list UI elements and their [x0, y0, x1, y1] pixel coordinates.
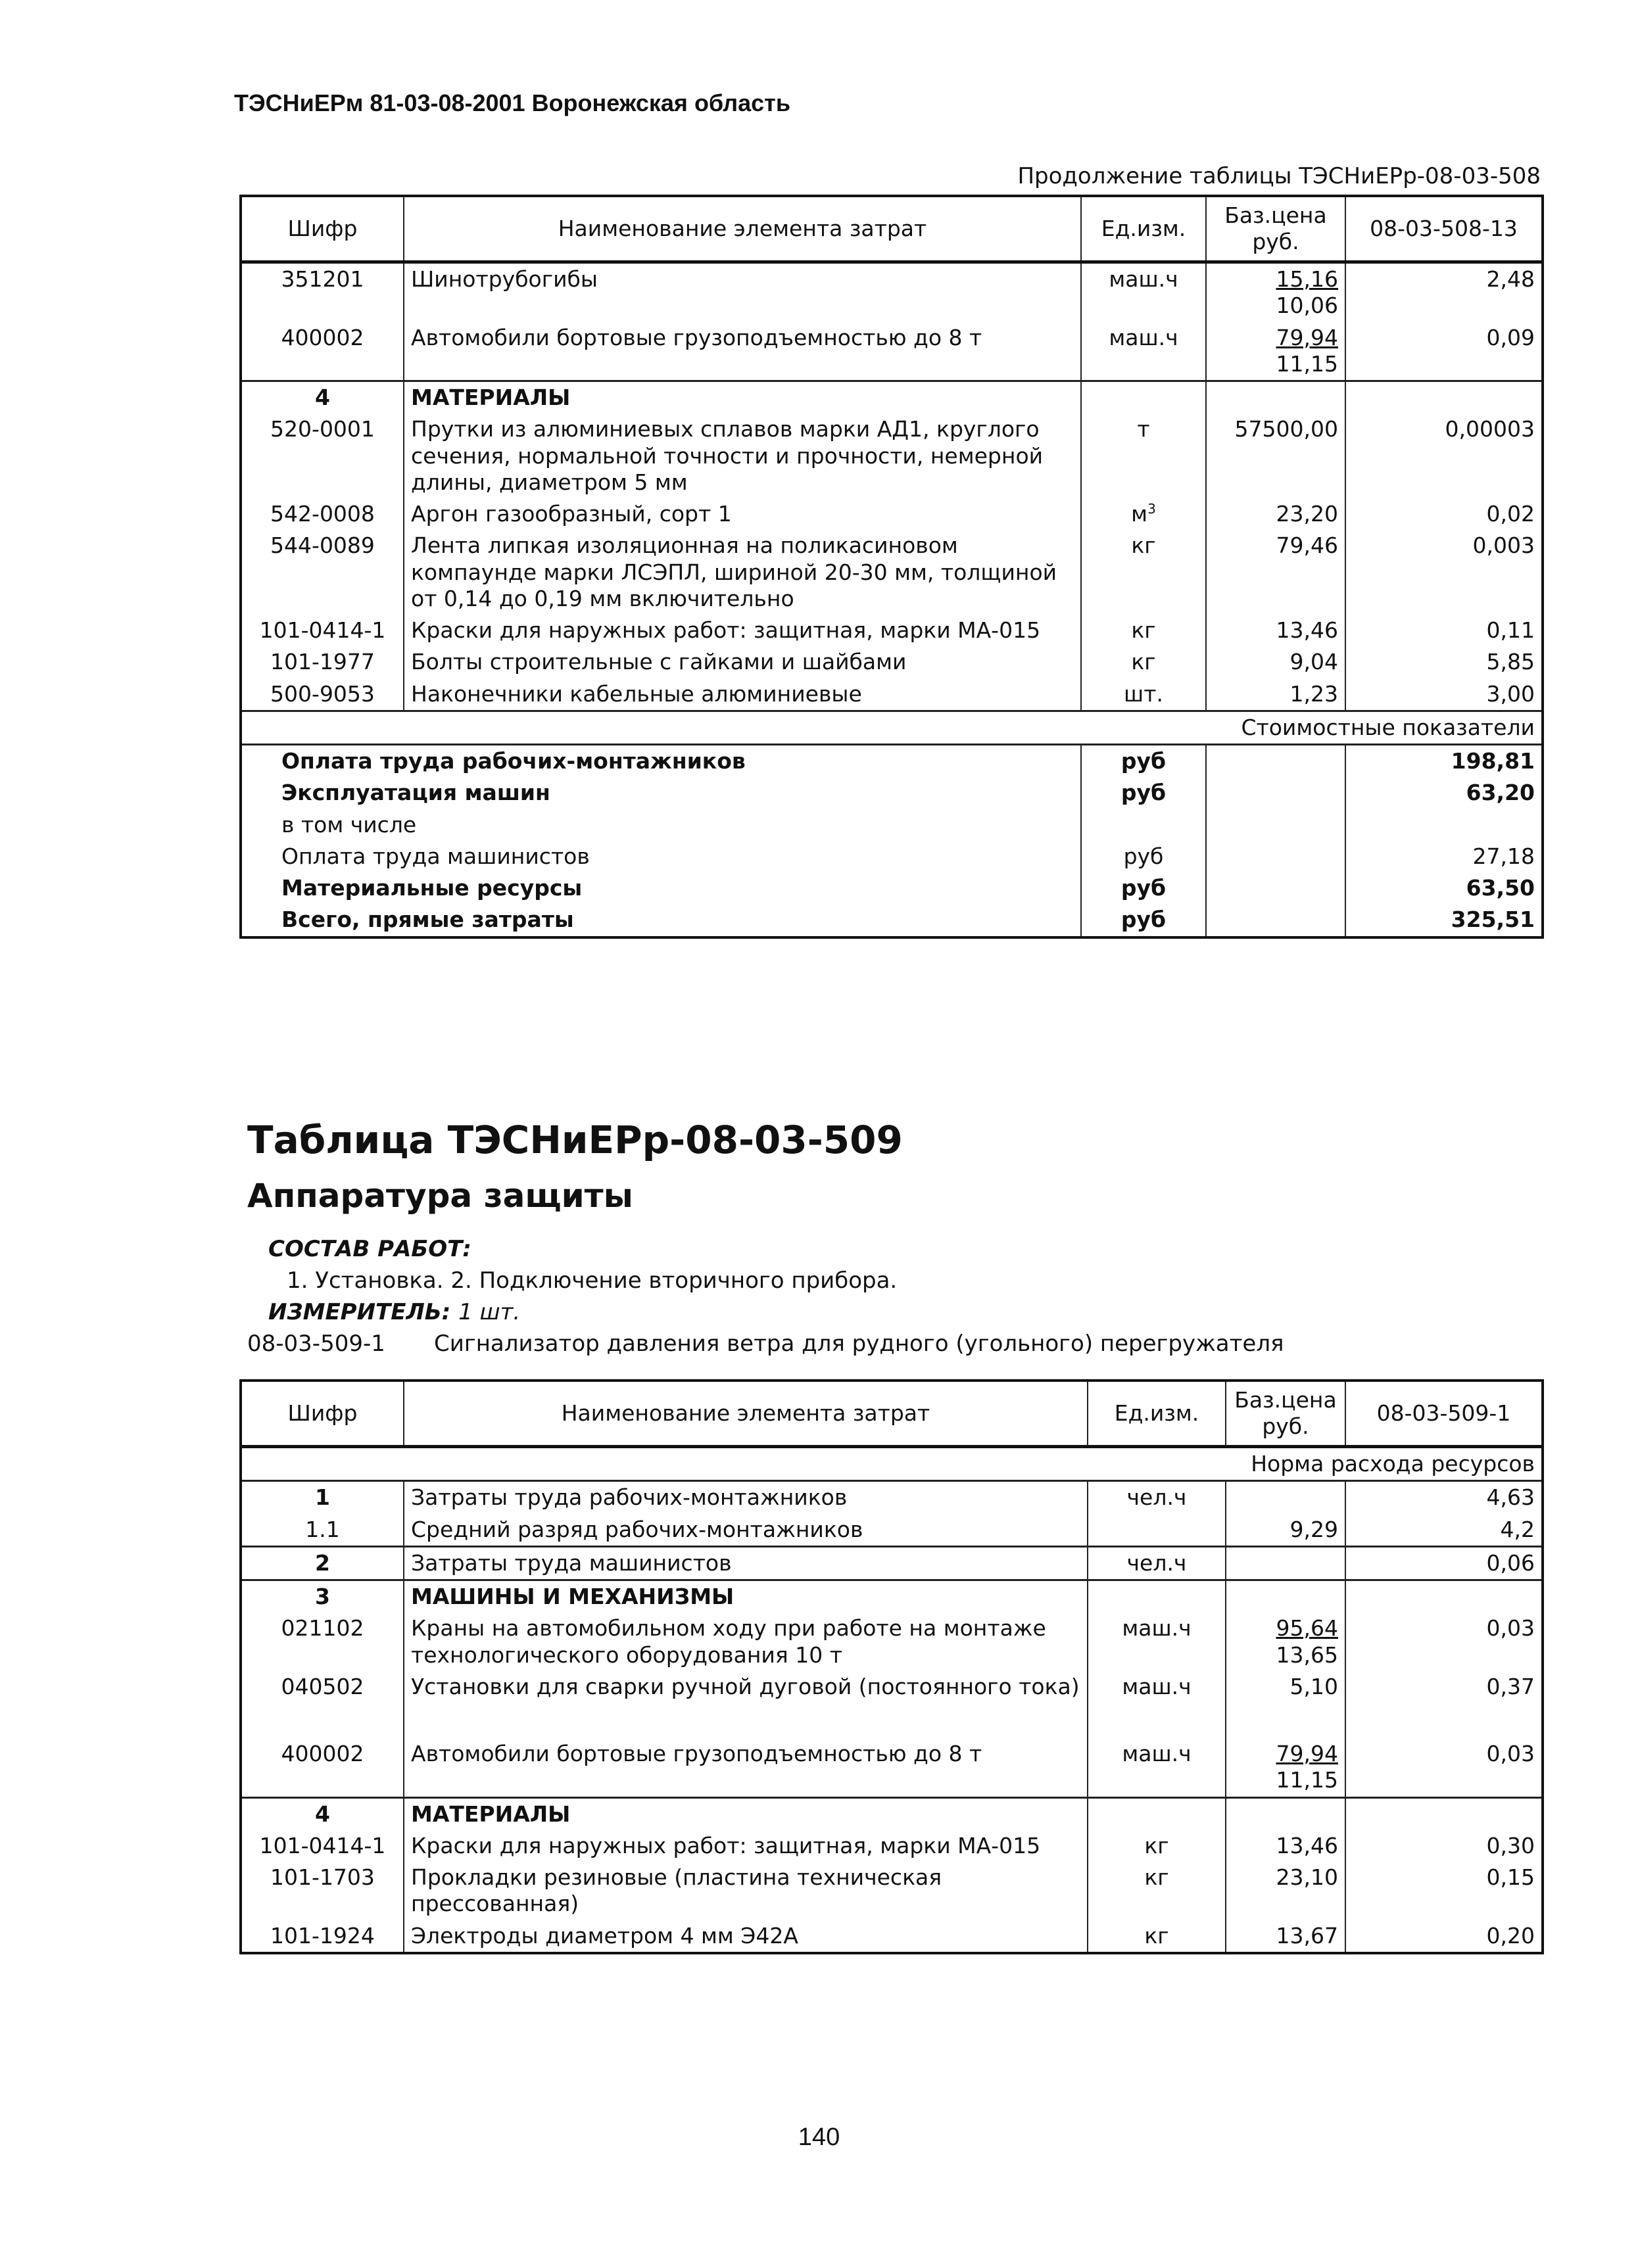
cell-price: 23,20	[1206, 498, 1345, 530]
cell-name: Установки для сварки ручной дуговой (постоянного тока)	[404, 1671, 1088, 1738]
cell-name: Затраты труда рабочих-монтажников	[404, 1481, 1088, 1514]
section-code: 4	[241, 381, 404, 414]
summary-row	[241, 745, 1543, 778]
cell-unit: кг	[1081, 615, 1206, 646]
cell-name: Прокладки резиновые (пластина техническая прессованная)	[404, 1862, 1088, 1920]
table-row	[241, 1671, 1543, 1738]
cell-price: 1,23	[1206, 678, 1345, 711]
section-title: МАШИНЫ И МЕХАНИЗМЫ	[404, 1580, 1088, 1613]
table-row	[241, 1481, 1543, 1514]
cell-name: Средний разряд рабочих-монтажников	[404, 1514, 1088, 1547]
summary-value: 63,50	[1345, 872, 1543, 904]
price-secondary: 10,06	[1276, 293, 1338, 319]
summary-value: 27,18	[1345, 841, 1543, 872]
summary-unit: руб	[1081, 777, 1206, 809]
cell-price: 57500,00	[1206, 413, 1345, 498]
cell-price	[1226, 1546, 1345, 1580]
table-row	[241, 1514, 1543, 1547]
price-secondary: 11,15	[1276, 1767, 1338, 1793]
summary-value: 63,20	[1345, 777, 1543, 809]
cell-value: 0,003	[1345, 530, 1543, 615]
cell-price	[1226, 1613, 1345, 1671]
cost-table-508	[239, 195, 1544, 939]
cell-price: 9,29	[1226, 1514, 1345, 1547]
section-title: МАТЕРИАЛЫ	[404, 1797, 1088, 1830]
summary-name: Оплата труда машинистов	[281, 843, 590, 869]
cell-value: 0,15	[1345, 1862, 1543, 1920]
cell-price: 9,04	[1206, 646, 1345, 678]
price-secondary: 13,65	[1276, 1642, 1338, 1668]
measure-value: 1 шт.	[458, 1299, 521, 1325]
cell-price	[1226, 1481, 1345, 1514]
cell-value: 4,63	[1345, 1481, 1543, 1514]
cell-name: Шинотрубогибы	[404, 262, 1081, 322]
cell-price	[1206, 322, 1345, 381]
summary-name: Оплата труда рабочих-монтажников	[281, 748, 746, 774]
cost-indicators-label: Стоимостные показатели	[241, 711, 1543, 744]
cell-unit: кг	[1088, 1920, 1226, 1953]
table-row	[241, 1738, 1543, 1797]
cell-name: Краски для наружных работ: защитная, марки МА-015	[404, 1830, 1088, 1862]
table-row	[241, 646, 1543, 678]
cell-name: Электроды диаметром 4 мм Э42А	[404, 1920, 1088, 1953]
cell-value: 0,20	[1345, 1920, 1543, 1953]
cell-unit	[1081, 498, 1206, 530]
summary-row	[241, 777, 1543, 809]
cell-value: 0,11	[1345, 615, 1543, 646]
cell-name: Прутки из алюминиевых сплавов марки АД1, круглого сечения, нормальной точности и прочности, немерной длины, диаметром 5 мм	[404, 413, 1081, 498]
section-header-row	[241, 1580, 1543, 1613]
cell-code: 101-1703	[270, 1864, 375, 1890]
item-code: 08-03-509-1	[247, 1331, 385, 1357]
cell-unit: т	[1081, 413, 1206, 498]
cell-unit: маш.ч	[1088, 1613, 1226, 1671]
norm-label-row	[241, 1447, 1543, 1481]
summary-unit: руб	[1081, 872, 1206, 904]
cell-value: 5,85	[1345, 646, 1543, 678]
cell-value: 3,00	[1345, 678, 1543, 711]
cost-indicators-row	[241, 711, 1543, 744]
cell-value: 0,00003	[1345, 413, 1543, 498]
cell-value: 2,48	[1345, 262, 1543, 322]
summary-row	[241, 904, 1543, 937]
item-name: Сигнализатор давления ветра для рудного (угольного) перегружателя	[434, 1331, 1284, 1357]
cell-unit: маш.ч	[1081, 322, 1206, 381]
cell-value: 0,03	[1345, 1738, 1543, 1797]
cell-code: 1	[315, 1484, 330, 1511]
summary-row	[241, 809, 1543, 841]
col-header-code: Шифр	[241, 1381, 404, 1447]
table-row	[241, 413, 1543, 498]
cell-unit	[1088, 1514, 1226, 1547]
cell-value: 0,06	[1345, 1546, 1543, 1580]
table-row	[241, 530, 1543, 615]
cell-price	[1206, 262, 1345, 322]
cell-price	[1226, 1738, 1345, 1797]
summary-unit: руб	[1081, 745, 1206, 778]
col-header-norm: 08-03-508-13	[1345, 196, 1543, 262]
cell-unit: кг	[1088, 1830, 1226, 1862]
cell-unit: маш.ч	[1088, 1738, 1226, 1797]
summary-unit: руб	[1081, 904, 1206, 937]
table-row	[241, 1546, 1543, 1580]
cell-unit: маш.ч	[1081, 262, 1206, 322]
summary-name: Материальные ресурсы	[281, 875, 583, 901]
cell-value: 0,03	[1345, 1613, 1543, 1671]
col-header-code: Шифр	[241, 196, 404, 262]
summary-value: 198,81	[1345, 745, 1543, 778]
summary-name: Всего, прямые затраты	[281, 907, 574, 933]
cell-name: Краски для наружных работ: защитная, марки МА-015	[404, 615, 1081, 646]
cell-name: Автомобили бортовые грузоподъемностью до 8 т	[404, 1738, 1088, 1797]
table-row	[241, 498, 1543, 530]
cell-code: 544-0089	[270, 532, 375, 559]
cell-name: Затраты труда машинистов	[404, 1546, 1088, 1580]
norm-label: Норма расхода ресурсов	[241, 1447, 1543, 1481]
cell-code: 1.1	[305, 1516, 340, 1542]
continuation-note: Продолжение таблицы ТЭСНиЕРр-08-03-508	[1017, 163, 1541, 189]
cell-name: Наконечники кабельные алюминиевые	[404, 678, 1081, 711]
cell-code: 021102	[281, 1615, 364, 1642]
summary-value	[1345, 809, 1543, 841]
cell-value: 0,02	[1345, 498, 1543, 530]
section-title: МАТЕРИАЛЫ	[404, 381, 1081, 414]
price-main: 79,94	[1276, 1741, 1338, 1766]
price-main: 15,16	[1276, 266, 1338, 292]
cell-price: 23,10	[1226, 1862, 1345, 1920]
cell-name: Лента липкая изоляционная на поликасиновом компаунде марки ЛСЭПЛ, шириной 20-30 мм, толщиной от 0,14 до 0,19 мм включительно	[404, 530, 1081, 615]
cell-name: Автомобили бортовые грузоподъемностью до 8 т	[404, 322, 1081, 381]
col-header-name: Наименование элемента затрат	[404, 1381, 1088, 1447]
unit-superscript: 3	[1147, 501, 1156, 517]
section-code: 3	[241, 1580, 404, 1613]
measure-label: ИЗМЕРИТЕЛЬ:	[268, 1299, 451, 1325]
cell-name: Аргон газообразный, сорт 1	[404, 498, 1081, 530]
cell-code: 101-1977	[270, 649, 375, 675]
cell-value: 0,09	[1345, 322, 1543, 381]
cell-code: 520-0001	[270, 416, 375, 442]
cell-price: 5,10	[1226, 1671, 1345, 1738]
cell-unit: кг	[1088, 1862, 1226, 1920]
price-main: 79,94	[1276, 324, 1338, 350]
table-header-row	[241, 196, 1543, 262]
cell-value: 0,37	[1345, 1671, 1543, 1738]
cell-price: 13,46	[1226, 1830, 1345, 1862]
table-row	[241, 1613, 1543, 1671]
document-header: ТЭСНиЕРм 81-03-08-2001 Воронежская область	[234, 89, 790, 116]
price-secondary: 11,15	[1276, 350, 1338, 377]
cell-code: 400002	[281, 1741, 364, 1766]
col-header-price: Баз.цена руб.	[1206, 196, 1345, 262]
col-header-name: Наименование элемента затрат	[404, 196, 1081, 262]
measure-line	[268, 1299, 520, 1325]
price-main: 95,64	[1276, 1615, 1338, 1642]
section-header-row	[241, 1797, 1543, 1830]
works-text: 1. Установка. 2. Подключение вторичного прибора.	[287, 1267, 898, 1294]
summary-row	[241, 841, 1543, 872]
cell-code: 040502	[281, 1673, 364, 1699]
cell-value: 0,30	[1345, 1830, 1543, 1862]
col-header-norm: 08-03-509-1	[1345, 1381, 1543, 1447]
section-header-row	[241, 381, 1543, 414]
table-title: Таблица ТЭСНиЕРр-08-03-509	[247, 1118, 903, 1162]
col-header-price: Баз.цена руб.	[1226, 1381, 1345, 1447]
cell-code: 101-0414-1	[259, 617, 386, 643]
cell-unit: кг	[1081, 646, 1206, 678]
cell-code: 500-9053	[270, 680, 375, 707]
cell-unit: чел.ч	[1088, 1546, 1226, 1580]
summary-unit: руб	[1081, 841, 1206, 872]
cell-name: Болты строительные с гайками и шайбами	[404, 646, 1081, 678]
cell-code: 351201	[281, 266, 364, 292]
cell-price: 79,46	[1206, 530, 1345, 615]
table-row	[241, 262, 1543, 322]
table-subtitle: Аппаратура защиты	[247, 1177, 633, 1215]
cell-price: 13,67	[1226, 1920, 1345, 1953]
cell-code: 542-0008	[270, 501, 375, 527]
col-header-unit: Ед.изм.	[1081, 196, 1206, 262]
table-row	[241, 322, 1543, 381]
table-row	[241, 1830, 1543, 1862]
summary-name: в том числе	[281, 811, 417, 838]
cell-unit: маш.ч	[1088, 1671, 1226, 1738]
summary-name: Эксплуатация машин	[281, 780, 550, 806]
table-row	[241, 1862, 1543, 1920]
cell-unit: чел.ч	[1088, 1481, 1226, 1514]
unit-base: м	[1131, 501, 1148, 527]
table-row	[241, 615, 1543, 646]
table-row	[241, 1920, 1543, 1953]
table-header-row	[241, 1381, 1543, 1447]
summary-value: 325,51	[1345, 904, 1543, 937]
cell-code: 101-0414-1	[259, 1832, 386, 1858]
cell-code: 101-1924	[270, 1922, 375, 1949]
cell-code: 400002	[281, 324, 364, 350]
cell-value: 4,2	[1345, 1514, 1543, 1547]
table-row	[241, 678, 1543, 711]
page-number: 140	[798, 2123, 840, 2151]
cell-code: 2	[241, 1546, 404, 1580]
summary-row	[241, 872, 1543, 904]
cell-unit: кг	[1081, 530, 1206, 615]
summary-unit	[1081, 809, 1206, 841]
cell-name: Краны на автомобильном ходу при работе на монтаже технологического оборудования 10 т	[404, 1613, 1088, 1671]
cell-price: 13,46	[1206, 615, 1345, 646]
cost-table-509	[239, 1379, 1544, 1954]
section-code: 4	[241, 1797, 404, 1830]
col-header-unit: Ед.изм.	[1088, 1381, 1226, 1447]
cell-unit: шт.	[1081, 678, 1206, 711]
works-label: СОСТАВ РАБОТ:	[268, 1236, 471, 1262]
